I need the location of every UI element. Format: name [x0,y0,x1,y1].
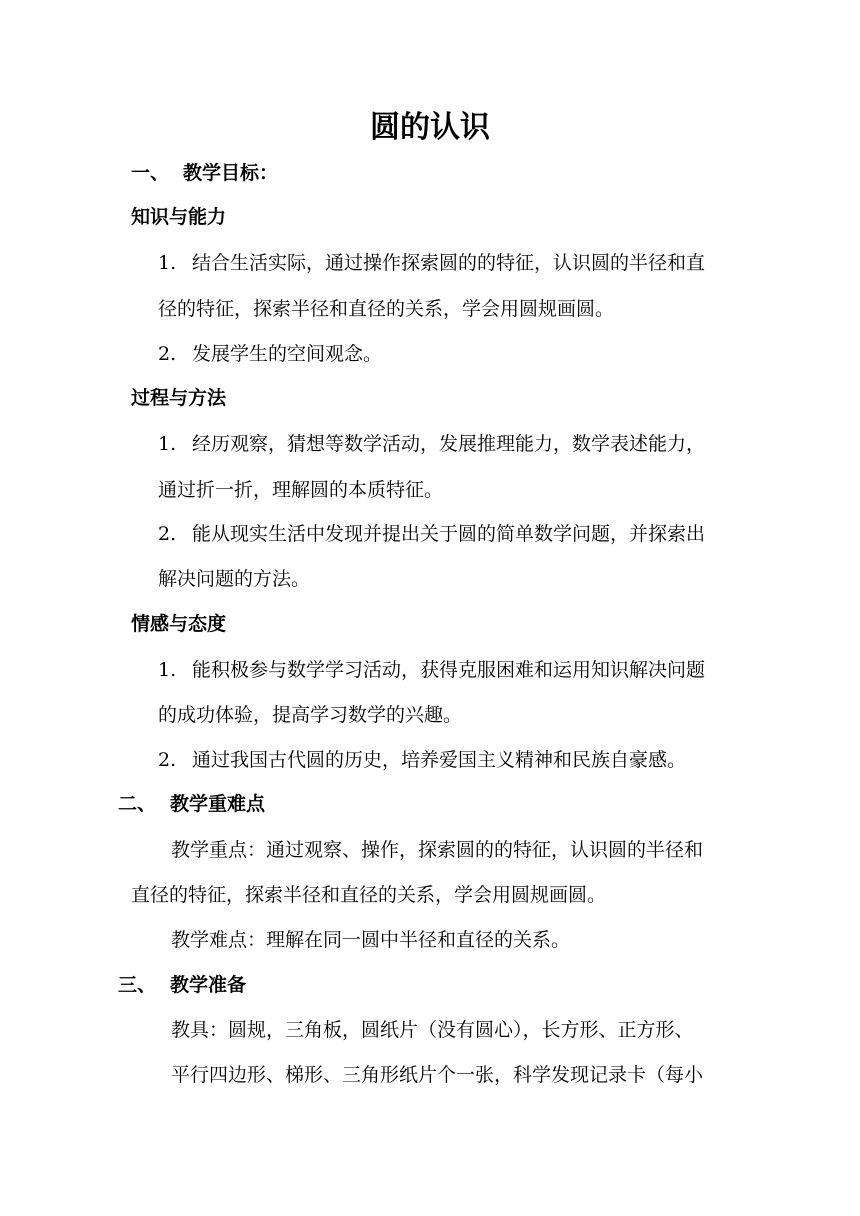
section-1-number: 一、 [131,162,170,184]
paragraph-key-points: 教学重点：通过观察、操作，探索圆的的特征，认识圆的半径和 [171,839,704,861]
list-item-number: 2. [158,523,177,545]
section-2-title: 教学重难点 [170,793,266,815]
list-item-text: 能积极参与数学学习活动，获得克服困难和运用知识解决问题 [192,659,706,681]
paragraph-teaching-aids-continuation: 平行四边形、梯形、三角形纸片个一张，科学发现记录卡（每小 [171,1064,704,1086]
section-2-heading [118,792,265,816]
list-item-continuation: 径的特征，探索半径和直径的关系，学会用圆规画圆。 [158,298,615,320]
paragraph-key-points-continuation: 直径的特征，探索半径和直径的关系，学会用圆规画圆。 [131,884,607,906]
list-item [158,432,705,456]
document-title: 圆的认识 [370,110,490,145]
list-item [158,748,686,772]
subheading-emotion: 情感与态度 [131,613,227,635]
list-item-text: 结合生活实际，通过操作探索圆的的特征，认识圆的半径和直 [192,252,706,274]
section-1-title: 教学目标： [183,162,279,184]
list-item-number: 1. [158,659,177,681]
list-item-text: 能从现实生活中发现并提出关于圆的简单数学问题，并探索出 [192,523,706,545]
list-item [158,251,705,275]
section-3-number: 三、 [118,974,157,996]
list-item-number: 2. [158,749,177,771]
paragraph-difficult-points: 教学难点：理解在同一圆中半径和直径的关系。 [171,929,571,951]
list-item-number: 1. [158,252,177,274]
list-item [158,658,705,682]
list-item-text: 发展学生的空间观念。 [192,343,383,365]
list-item-continuation: 的成功体验，提高学习数学的兴趣。 [158,704,463,726]
subheading-knowledge: 知识与能力 [131,206,227,228]
list-item-text: 经历观察，猜想等数学活动，发展推理能力，数学表述能力， [192,433,706,455]
section-1-heading [131,161,278,185]
paragraph-teaching-aids: 教具：圆规，三角板，圆纸片（没有圆心），长方形、正方形、 [171,1019,694,1041]
list-item-text: 通过我国古代圆的历史，培养爱国主义精神和民族自豪感。 [192,749,687,771]
list-item-number: 2. [158,343,177,365]
section-2-number: 二、 [118,793,157,815]
list-item [158,522,705,546]
section-3-title: 教学准备 [170,974,247,996]
list-item-continuation: 通过折一折，理解圆的本质特征。 [158,479,444,501]
section-3-heading [118,973,246,997]
list-item-number: 1. [158,433,177,455]
list-item [158,342,382,366]
subheading-process: 过程与方法 [131,387,227,409]
list-item-continuation: 解决问题的方法。 [158,568,311,590]
